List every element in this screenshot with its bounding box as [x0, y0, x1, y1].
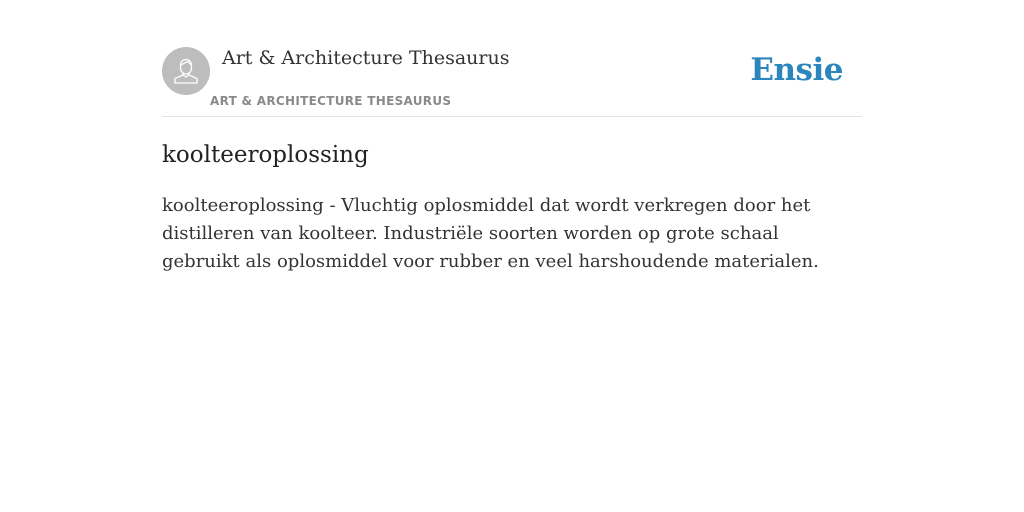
author-name[interactable]: Art & Architecture Thesaurus [222, 47, 510, 69]
header [162, 0, 862, 117]
article-title: koolteeroplossing [162, 142, 369, 168]
brand-logo[interactable]: Ensie [750, 52, 843, 88]
user-silhouette-icon [171, 56, 201, 86]
article-body: koolteeroplossing - Vluchtig oplosmiddel dat wordt verkregen door het distilleren van koolteer. Industriële soorten worden op grote schaal gebruikt als oplosmiddel voor rubber en veel harshoudende materialen. [162, 195, 819, 272]
author-subtitle[interactable]: ART & ARCHITECTURE THESAURUS [210, 94, 452, 108]
author-avatar[interactable] [162, 47, 210, 95]
